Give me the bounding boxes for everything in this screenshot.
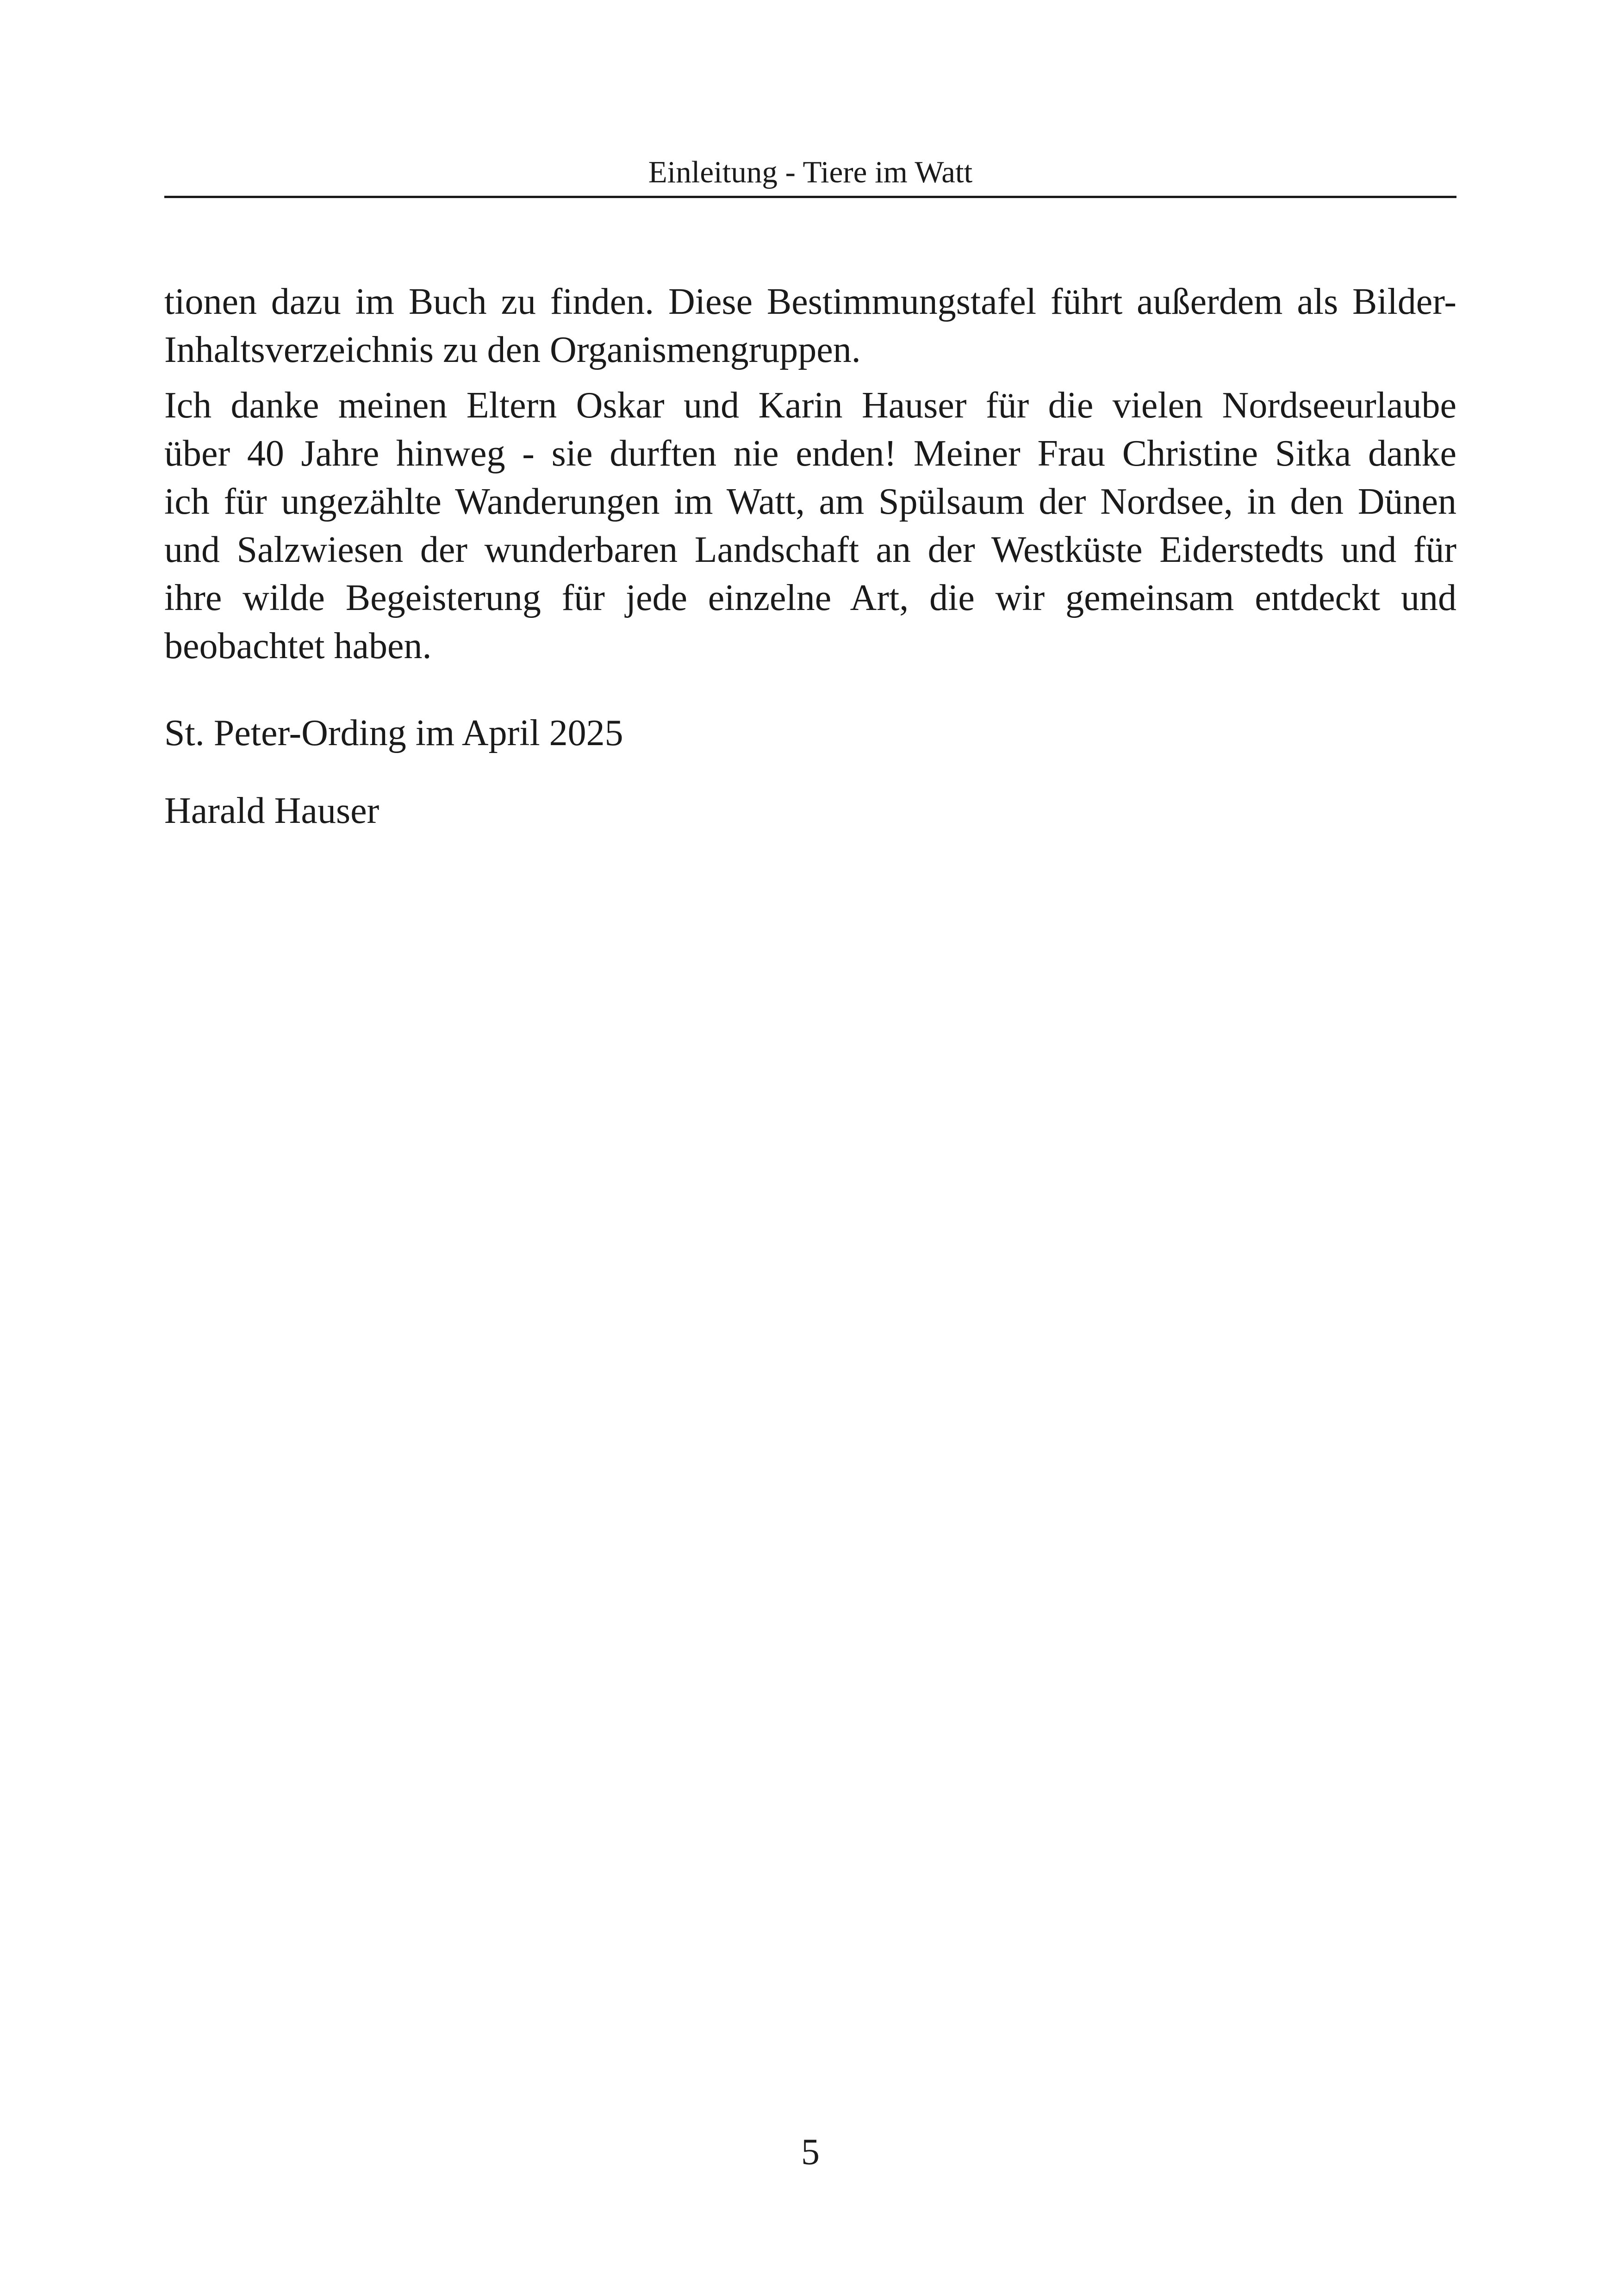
paragraph-acknowledgements xyxy=(164,381,1456,670)
text-line: Inhaltsverzeichnis zu den Organismengruppen. xyxy=(164,330,861,370)
text-line: tionen dazu im Buch zu finden. Diese Bestimmungstafel führt außerdem als Bilder- xyxy=(164,281,1456,322)
header-divider xyxy=(164,196,1456,198)
text-line: Ich danke meinen Eltern Oskar und Karin Hauser für die vielen Nordseeurlaube xyxy=(164,385,1456,426)
text-line: über 40 Jahre hinweg - sie durften nie enden! Meiner Frau Christine Sitka danke xyxy=(164,433,1456,474)
author-signature: Harald Hauser xyxy=(164,790,380,831)
paragraph-continuation xyxy=(164,278,1456,374)
text-line: beobachtet haben. xyxy=(164,626,432,666)
text-line: ihre wilde Begeisterung für jede einzelne Art, die wir gemeinsam entdeckt und xyxy=(164,578,1456,618)
page-number: 5 xyxy=(801,2132,820,2172)
text-line: ich für ungezählte Wanderungen im Watt, am Spülsaum der Nordsee, in den Dünen xyxy=(164,481,1456,522)
body-text xyxy=(164,278,1456,670)
running-header: Einleitung - Tiere im Watt xyxy=(648,155,973,189)
text-line: und Salzwiesen der wunderbaren Landschaft an der Westküste Eiderstedts und für xyxy=(164,529,1456,570)
place-and-date: St. Peter-Ording im April 2025 xyxy=(164,713,623,753)
